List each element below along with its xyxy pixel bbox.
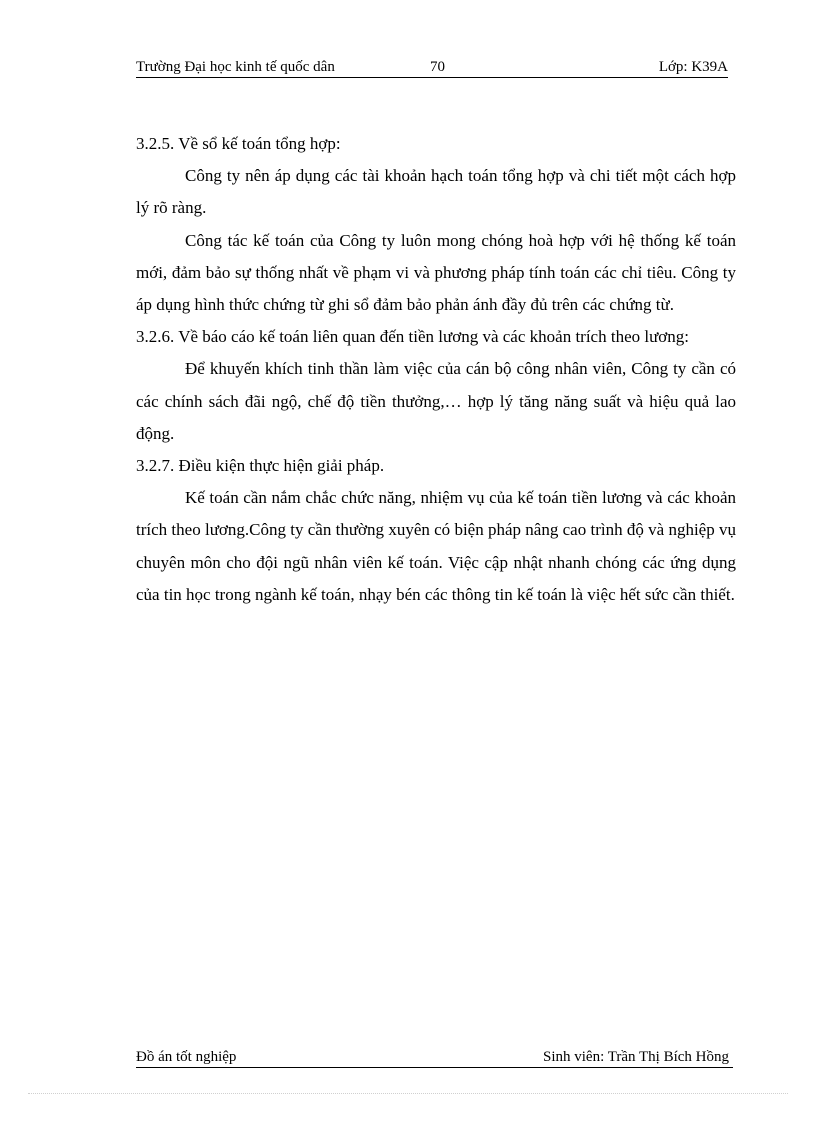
section-heading-3-2-7: 3.2.7. Điều kiện thực hiện giải pháp. [136, 456, 385, 476]
header-class-label: Lớp: K39A [658, 59, 728, 75]
paragraph-incentives: Để khuyến khích tinh thần làm việc của cán bộ công nhân viên, Công ty cần có các chính sách đãi ngộ, chế độ tiền thưởng,… hợp lý tăng năng suất và hiệu quả lao động. [136, 359, 736, 443]
page-footer [136, 1047, 733, 1068]
page-header [136, 57, 728, 78]
header-school-name: Trường Đại học kinh tế quốc dân [136, 59, 335, 75]
footer-thesis-label: Đồ án tốt nghiệp [136, 1049, 237, 1065]
paragraph-conditions: Kế toán cần nắm chắc chức năng, nhiệm vụ của kế toán tiền lương và các khoản trích theo lương.Công ty cần thường xuyên có biện pháp nâng cao trình độ và nghiệp vụ chuyên môn cho đội ngũ nhân viên kế toán. Việc cập nhật nhanh chóng các ứng dụng của tin học trong ngành kế toán, nhạy bén các thông tin kế toán là việc hết sức cần thiết. [136, 488, 736, 604]
paragraph-accounting-work: Công tác kế toán của Công ty luôn mong chóng hoà hợp với hệ thống kế toán mới, đảm bảo sự thống nhất về phạm vi và phương pháp tính toán các chỉ tiêu. Công ty áp dụng hình thức chứng từ ghi sổ đảm bảo phản ánh đầy đủ trên các chứng từ. [136, 230, 736, 315]
section-heading-3-2-6: 3.2.6. Về báo cáo kế toán liên quan đến tiền lương và các khoản trích theo lương: [136, 327, 690, 347]
footer-student-name: Sinh viên: Trần Thị Bích Hồng [543, 1049, 729, 1065]
header-page-number: 70 [430, 59, 445, 75]
document-body [136, 128, 736, 611]
paragraph-accounts: Công ty nên áp dụng các tài khoản hạch toán tổng hợp và chi tiết một cách hợp lý rõ ràng. [136, 166, 736, 218]
section-heading-3-2-5: 3.2.5. Về sổ kế toán tổng hợp: [136, 134, 341, 153]
page-bottom-edge [28, 1093, 788, 1094]
